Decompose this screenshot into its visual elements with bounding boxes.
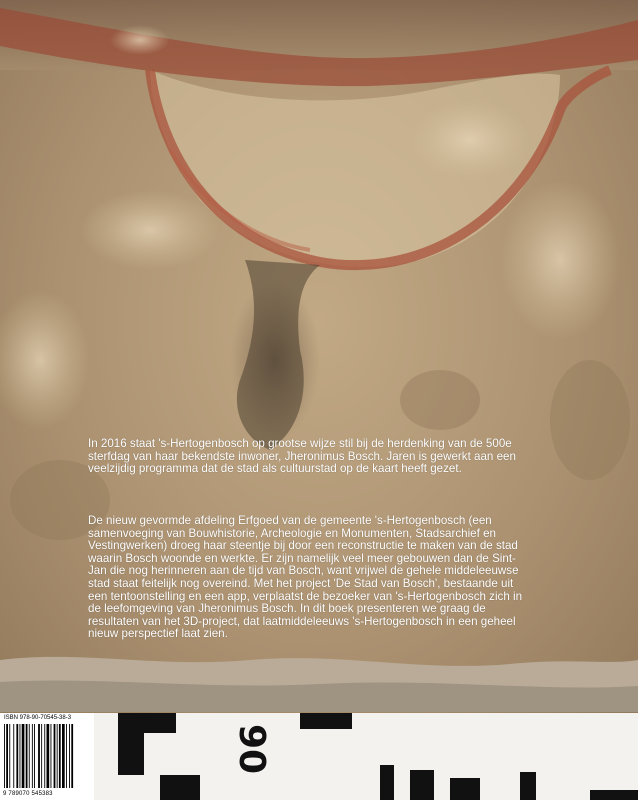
blurb-paragraph-2: De nieuw gevormde afdeling Erfgoed van de gemeente 's-Hertogenbosch (een samenvoeging van Bouwhistorie, Archeologie en Monumenten, Stadsarchief en Vestingwerken) droeg haar steentje bij door een reconstructie te maken van de stad waarin Bosch woonde en werkte. Er zijn namelijk veel meer gebouwen dan de Sint-Jan die nog herinneren aan de tijd van Bosch, want vrijwel de gehele middeleeuwse stad staat feitelijk nog overeind. Met het project 'De Stad van Bosch', bestaande uit een tentoonstelling en een app, verplaatst de bezoeker van 's-Hertogenbosch zich in de leefomgeving van Jheronimus Bosch. In dit boek presenteren we graag de resultaten van het 3D-project, dat laatmiddeleeuws 's-Hertogenbosch in een geheel nieuw perspectief laat zien. bbox=[88, 514, 523, 641]
barcode-bars bbox=[3, 724, 91, 790]
scale-bar-label: 90 bbox=[231, 724, 272, 775]
isbn-barcode bbox=[0, 713, 94, 800]
blurb-paragraph-1: In 2016 staat 's-Hertogenbosch op grootse wijze stil bij de herdenking van de 500e sterfdag van haar bekendste inwoner, Jheronimus Bosch. Jaren is gewerkt aan een veelzijdig programma dat de stad als cultuurstad op de kaart heeft gezet. bbox=[88, 437, 516, 476]
isbn-label: ISBN 978-90-70545-38-3 bbox=[4, 715, 72, 721]
barcode-digits: 9 789070 545383 bbox=[3, 791, 53, 797]
